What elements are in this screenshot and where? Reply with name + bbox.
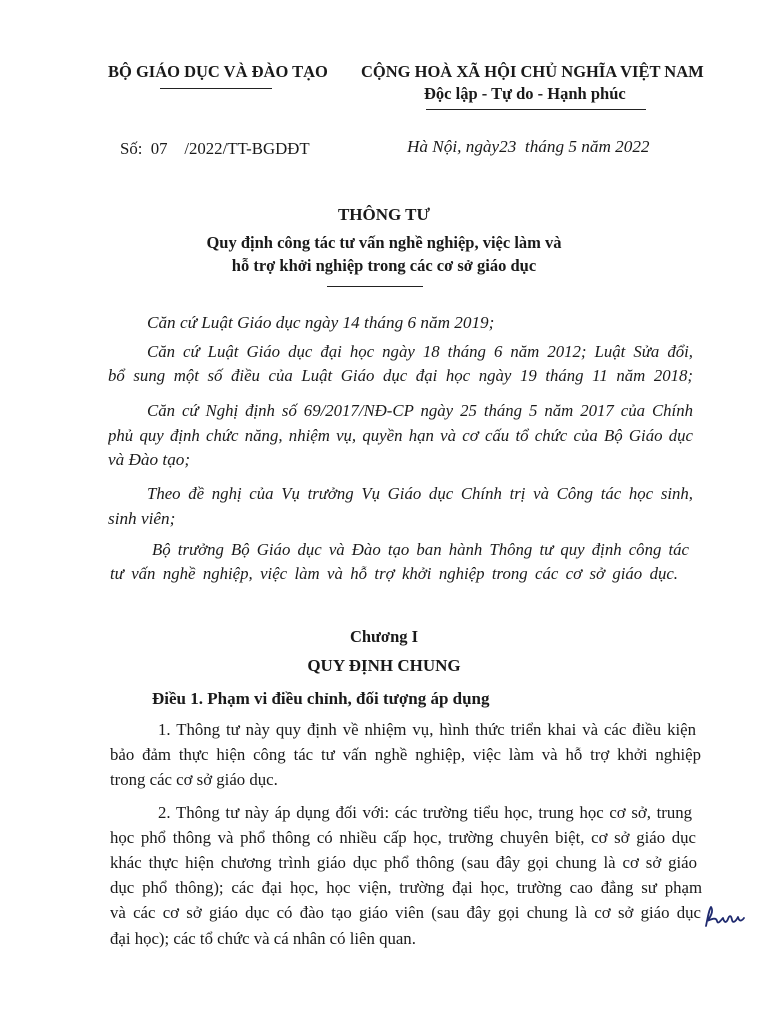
article-1-clause-1-line-3: trong các cơ sở giáo dục. [110,770,278,789]
ministry-underline [160,88,272,89]
preamble-decree-line-2: phủ quy định chức năng, nhiệm vụ, quyền hạn và cơ cấu tổ chức của Bộ Giáo dục [108,426,693,445]
title-underline [327,286,423,287]
article-1-clause-2-line-3: khác thực hiện chương trình giáo dục phổ thông (sau đây gọi chung là cơ sở giáo [110,853,697,872]
preamble-proposal-line-2: sinh viên; [108,509,176,528]
document-type: THÔNG TƯ [337,205,431,224]
article-1-clause-1-line-2: bảo đảm thực hiện công tác tư vấn nghề nghiệp, việc làm và hỗ trợ khởi nghiệp [110,745,701,764]
preamble-decree-line-1: Căn cứ Nghị định số 69/2017/NĐ-CP ngày 25 tháng 5 năm 2017 của Chính [147,401,693,420]
title-line-1: Quy định công tác tư vấn nghề nghiệp, việc làm và [206,233,562,252]
article-1-clause-2-line-2: học phổ thông và phổ thông có nhiều cấp học, trường chuyên biệt, cơ sở giáo dục [110,828,696,847]
chapter-title: QUY ĐỊNH CHUNG [307,656,461,675]
document-number: Số: 07 /2022/TT-BGDĐT [120,139,310,158]
article-1-clause-2-line-1: 2. Thông tư này áp dụng đối với: các trường tiểu học, trung học cơ sở, trung [158,803,692,822]
preamble-promulgation-line-2: tư vấn nghề nghiệp, việc làm và hỗ trợ khởi nghiệp trong các cơ sở giáo dục. [110,564,678,583]
article-1-clause-1-line-1: 1. Thông tư này quy định về nhiệm vụ, hình thức triển khai và các điều kiện [158,720,696,739]
motto-underline [426,109,646,110]
national-motto: Độc lập - Tự do - Hạnh phúc [424,84,626,103]
chapter-number: Chương I [349,627,419,646]
preamble-proposal-line-1: Theo đề nghị của Vụ trưởng Vụ Giáo dục Chính trị và Công tác học sinh, [147,484,693,503]
ministry-name: BỘ GIÁO DỤC VÀ ĐÀO TẠO [108,62,328,81]
article-1-clause-2-line-5: và các cơ sở giáo dục có đào tạo giáo viên (sau đây gọi chung là cơ sở giáo dục [110,903,701,922]
handwritten-initial-mark [702,902,748,932]
article-1-clause-2-line-6: đại học); các tổ chức và cá nhân có liên quan. [110,929,416,948]
preamble-education-law: Căn cứ Luật Giáo dục ngày 14 tháng 6 năm 2019; [147,313,495,332]
title-line-2: hỗ trợ khởi nghiệp trong các cơ sở giáo dục [231,256,537,275]
article-1-clause-2-line-4: dục phổ thông); các đại học, học viện, trường đại học, trường cao đẳng sư phạm [110,878,702,897]
preamble-higher-ed-law-line-1: Căn cứ Luật Giáo dục đại học ngày 18 tháng 6 năm 2012; Luật Sửa đổi, [147,342,693,361]
article-1-heading: Điều 1. Phạm vi điều chỉnh, đối tượng áp dụng [152,689,490,708]
preamble-higher-ed-law-line-2: bổ sung một số điều của Luật Giáo dục đại học ngày 19 tháng 11 năm 2018; [108,366,693,385]
republic-name: CỘNG HOÀ XÃ HỘI CHỦ NGHĨA VIỆT NAM [361,62,704,81]
preamble-promulgation-line-1: Bộ trưởng Bộ Giáo dục và Đào tạo ban hành Thông tư quy định công tác [152,540,689,559]
preamble-decree-line-3: và Đào tạo; [108,450,191,469]
place-and-date: Hà Nội, ngày23 tháng 5 năm 2022 [407,137,650,156]
